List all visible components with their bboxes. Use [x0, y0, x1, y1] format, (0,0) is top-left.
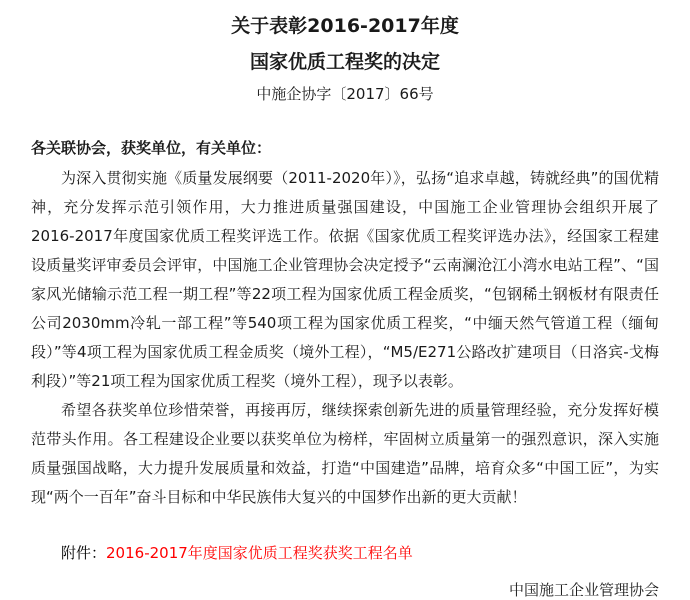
attachment-row: [31, 542, 659, 564]
salutation: 各关联协会，获奖单位，有关单位：: [31, 139, 272, 157]
document-number: 中施企协字〔2017〕66号: [256, 85, 434, 103]
document-title-line1: 关于表彰2016-2017年度: [231, 15, 459, 37]
body-paragraph-2: 希望各获奖单位珍惜荣誉，再接再厉，继续探索创新先进的质量管理经验，充分发挥好模范带头作用。各工程建设企业要以获奖单位为榜样，牢固树立质量第一的强烈意识，深入实施质量强国战略，大力提升发展质量和效益，打造“中国建造”品牌，培育众多“中国工匠”，为实现“两个一百年”奋斗目标和中华民族伟大复兴的中国梦作出新的更大贡献！: [31, 401, 659, 506]
attachment-label: 附件：: [61, 544, 107, 562]
body-paragraph-1: 为深入贯彻实施《质量发展纲要（2011-2020年）》，弘扬“追求卓越，铸就经典”的国优精神，充分发挥示范引领作用，大力推进质量强国建设，中国施工企业管理协会组织开展了2016-2017年度国家优质工程奖评选工作。依据《国家优质工程奖评选办法》，经国家工程建设质量奖评审委员会评审，中国施工企业管理协会决定授予“云南澜沧江小湾水电站工程”、“国家风光储输示范工程一期工程”等22项工程为国家优质工程金质奖，“包钢稀土钢板材有限责任公司2030mm冷轧一部工程”等540项工程为国家优质工程奖，“中缅天然气管道工程（缅甸段）”等4项工程为国家优质工程金质奖（境外工程），“M5/E271公路改扩建项目（日洛宾-戈梅利段）”等21项工程为国家优质工程奖（境外工程），现予以表彰。: [31, 169, 659, 390]
signature: 中国施工企业管理协会: [508, 581, 659, 599]
document-title-line2: 国家优质工程奖的决定: [249, 51, 440, 73]
attachment-link[interactable]: 2016-2017年度国家优质工程奖获奖工程名单: [106, 544, 413, 562]
